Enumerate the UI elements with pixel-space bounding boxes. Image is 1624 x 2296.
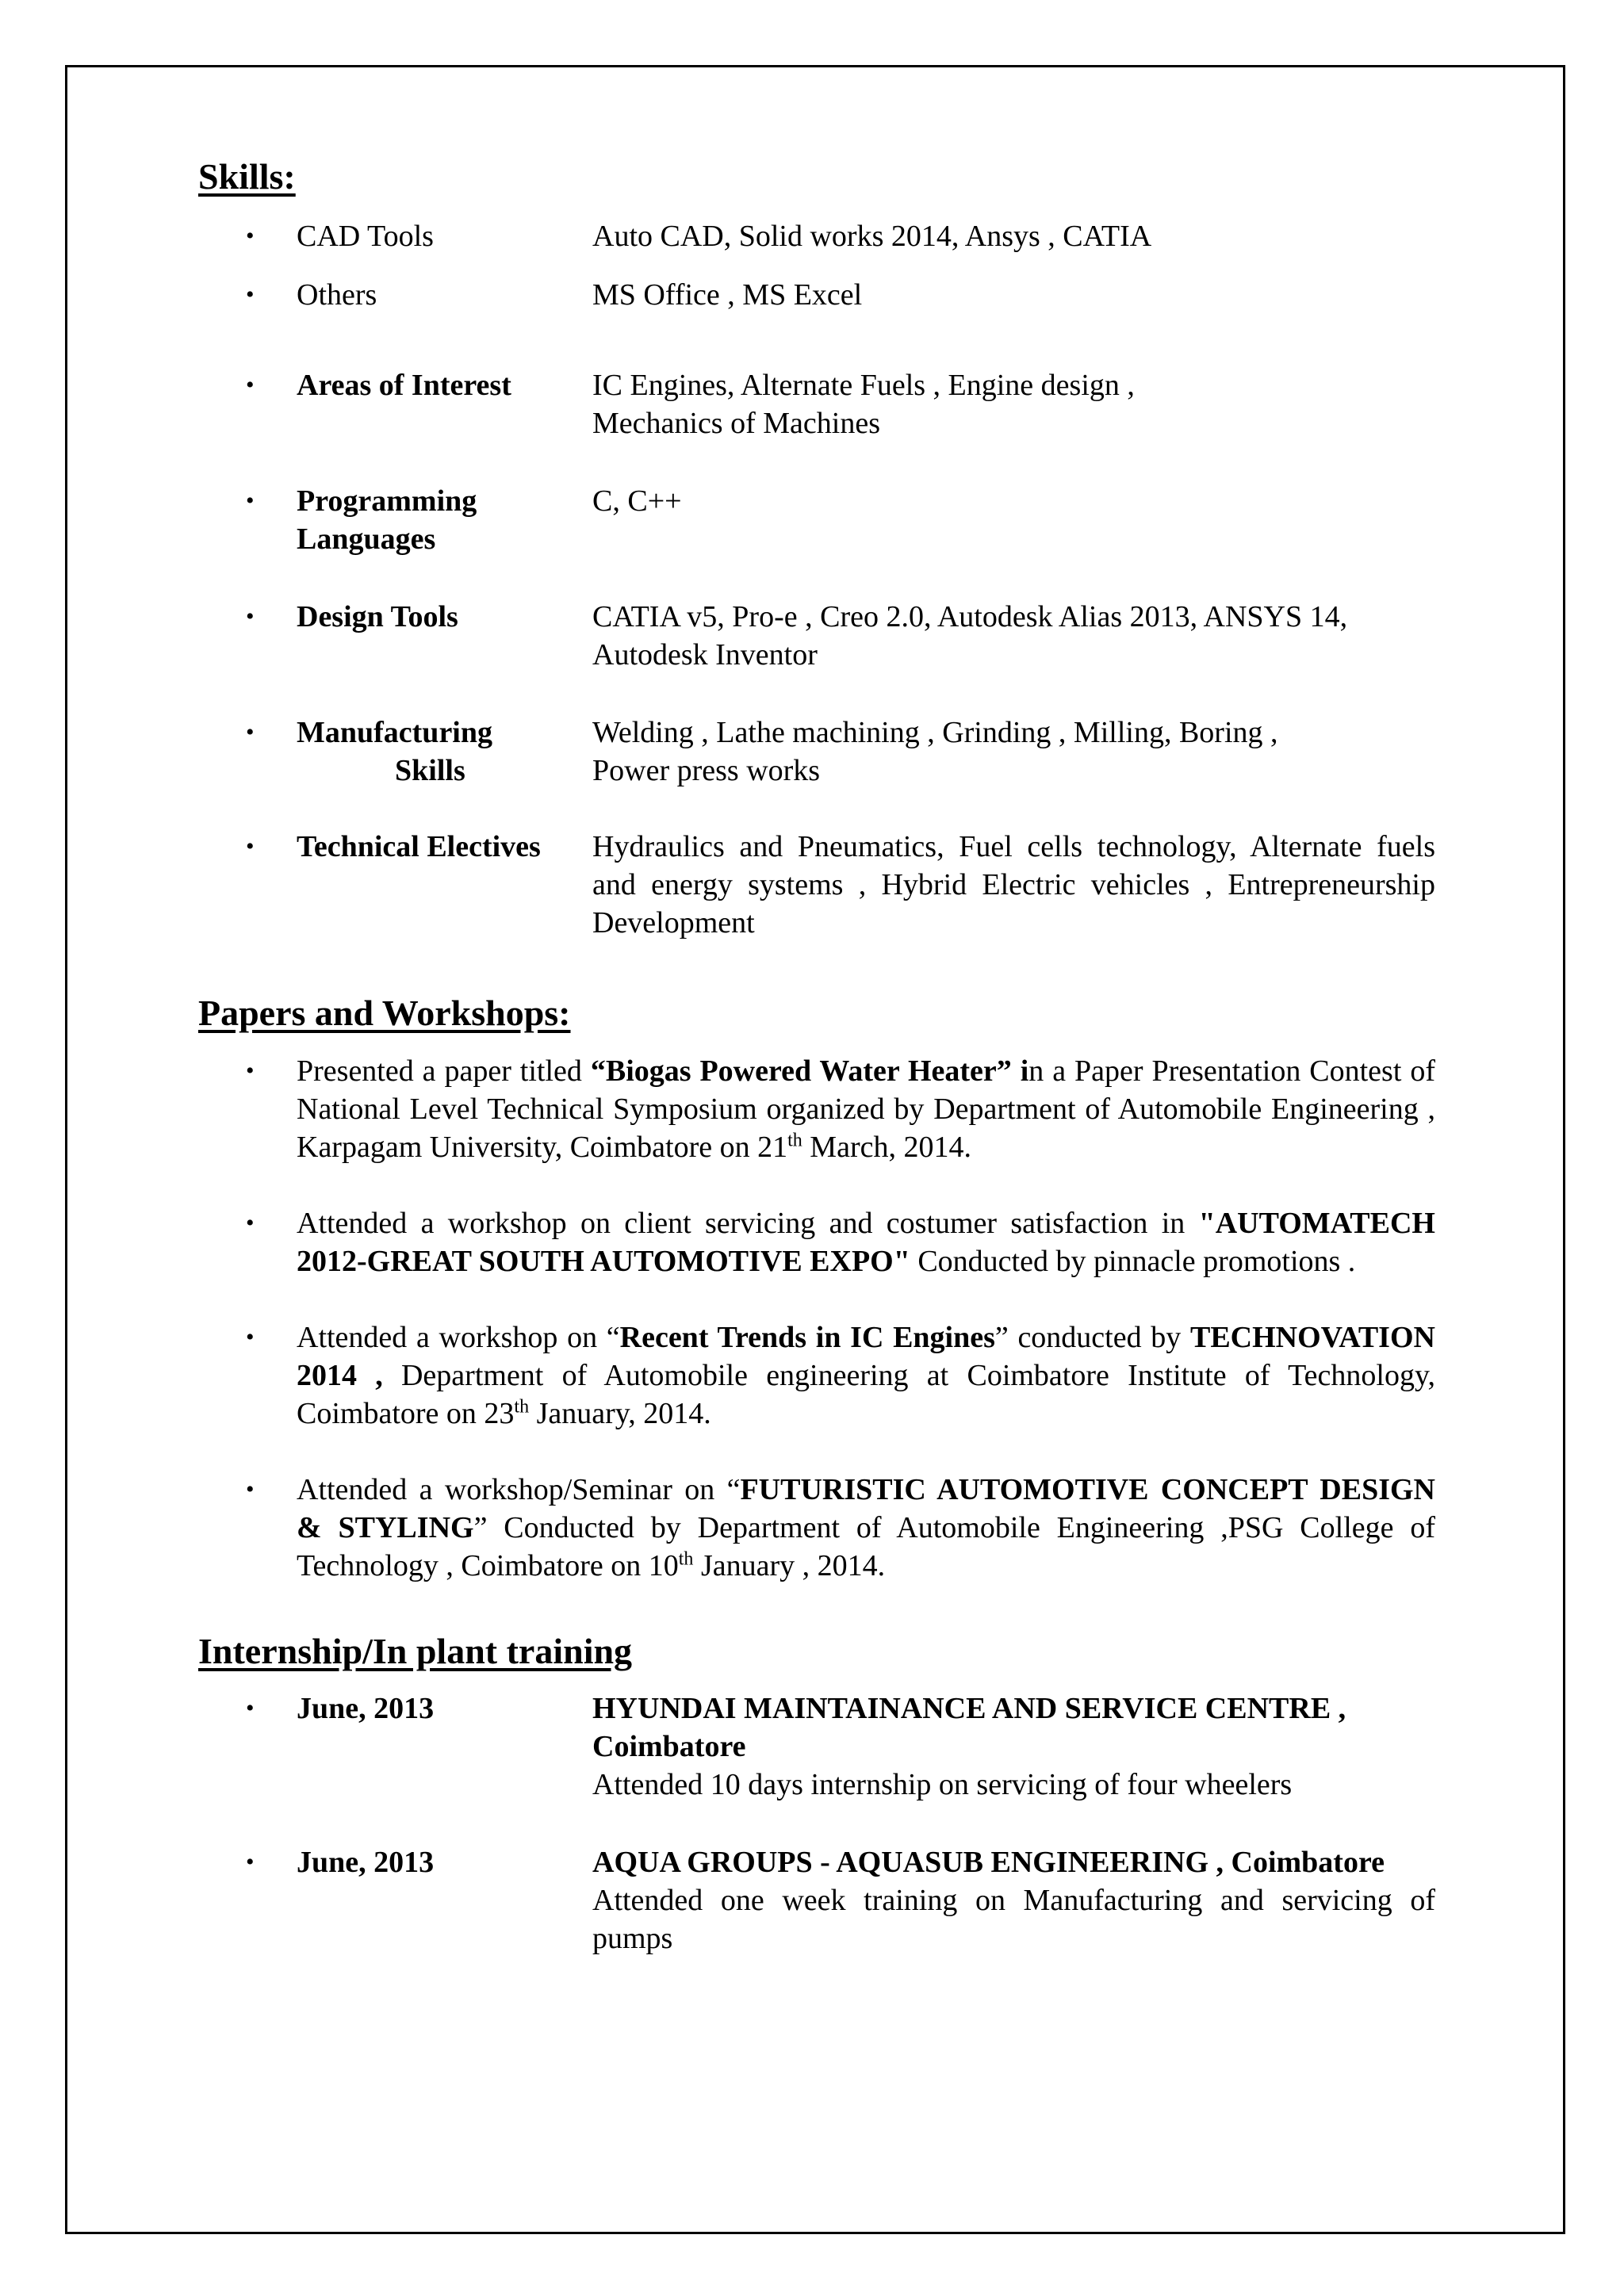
bullet-icon: • [246, 1210, 255, 1237]
internship-item [198, 1843, 1435, 1957]
paper-text: n a Paper Presentation Contest of National Level Technical Symposium organized by Department of Automobile Engineering , Karpagam University, Coimbatore on 21 [297, 1054, 1435, 1165]
paper-text: ” Conducted by Department of Automobile Engineering ,PSG College of Technology , Coimbatore on 10 [297, 1511, 1435, 1583]
paper-text: Presented a paper titled [297, 1054, 591, 1089]
internship-org: HYUNDAI MAINTAINANCE AND SERVICE CENTRE , Coimbatore [592, 1691, 1346, 1763]
skill-value: CATIA v5, Pro-e , Creo 2.0, Autodesk Alias 2013, ANSYS 14, Autodesk Inventor [592, 600, 1348, 672]
skill-label: Technical Electives [297, 830, 541, 864]
internship-org: AQUA GROUPS - AQUASUB ENGINEERING , Coimbatore [592, 1845, 1385, 1879]
bullet-icon: • [246, 1058, 255, 1085]
paper-text: January , 2014. [693, 1549, 886, 1583]
paper-text: January, 2014. [529, 1397, 711, 1431]
bullet-icon: • [246, 833, 255, 860]
skill-label: CAD Tools [297, 220, 434, 254]
event-name: TECHNOVATION 2014 , [297, 1321, 1435, 1393]
paper-item [198, 1318, 1435, 1433]
bullet-icon: • [246, 1694, 255, 1721]
bullet-icon: • [246, 1476, 255, 1503]
skill-value: Welding , Lathe machining , Grinding , Milling, Boring , Power press works [592, 716, 1278, 788]
skill-row-others [198, 276, 1435, 314]
skill-label: Areas of Interest [297, 369, 511, 403]
paper-text: Attended a workshop on “ [297, 1321, 620, 1355]
skills-list [198, 217, 1435, 942]
bullet-icon: • [246, 603, 255, 630]
skill-row-programming-languages [198, 482, 1435, 558]
paper-item [198, 1471, 1435, 1585]
workshop-title: FUTURISTIC AUTOMOTIVE CONCEPT DESIGN & STYLING [297, 1473, 1436, 1545]
skill-value: Auto CAD, Solid works 2014, Ansys , CATIA [592, 220, 1152, 254]
internship-date: June, 2013 [297, 1691, 435, 1725]
bullet-icon: • [246, 372, 255, 399]
paper-text: ” conducted by [994, 1321, 1190, 1355]
skills-heading: Skills: [198, 156, 296, 197]
bullet-icon: • [246, 223, 255, 250]
paper-text: Attended a workshop on client servicing and costumer satisfaction in [297, 1207, 1199, 1241]
papers-heading: Papers and Workshops: [198, 993, 571, 1034]
skill-row-areas-of-interest [198, 366, 1435, 442]
internship-date: June, 2013 [297, 1845, 435, 1879]
skill-value: IC Engines, Alternate Fuels , Engine design , Mechanics of Machines [592, 369, 1135, 441]
ordinal-suffix: th [514, 1396, 530, 1418]
bullet-icon: • [246, 1324, 255, 1351]
ordinal-suffix: th [787, 1130, 802, 1151]
papers-list [198, 1052, 1435, 1585]
skill-row-cad-tools [198, 217, 1435, 255]
skill-label: Programming Languages [297, 484, 477, 557]
skill-label: Design Tools [297, 600, 458, 634]
internship-heading: Internship/In plant training [198, 1631, 633, 1672]
internship-item [198, 1689, 1435, 1804]
skill-value: C, C++ [592, 484, 682, 519]
skill-label: Others [297, 278, 377, 312]
resume-content [198, 155, 1435, 1957]
paper-item [198, 1052, 1435, 1166]
skill-label [297, 714, 566, 790]
skill-value: MS Office , MS Excel [592, 278, 863, 312]
bullet-icon: • [246, 719, 255, 746]
skill-row-technical-electives [198, 828, 1435, 942]
internship-list [198, 1689, 1435, 1957]
skill-value: Hydraulics and Pneumatics, Fuel cells technology, Alternate fuels and energy systems , Hybrid Electric vehicles , Entrepreneurship Development [592, 830, 1435, 940]
internship-body [592, 1843, 1435, 1957]
paper-text: March, 2014. [802, 1131, 971, 1165]
paper-text: Department of Automobile engineering at Coimbatore Institute of Technology, Coimbatore on 23 [297, 1359, 1435, 1431]
internship-body [592, 1689, 1435, 1804]
internship-desc: Attended one week training on Manufacturing and servicing of pumps [592, 1883, 1435, 1955]
paper-text: Conducted by pinnacle promotions . [910, 1245, 1356, 1279]
paper-title: “Biogas Powered Water Heater” i [590, 1054, 1029, 1089]
bullet-icon: • [246, 1848, 255, 1875]
skill-row-design-tools [198, 598, 1435, 674]
bullet-icon: • [246, 281, 255, 308]
workshop-title: Recent Trends in IC Engines [619, 1321, 995, 1355]
paper-text: Attended a workshop/Seminar on “ [297, 1473, 741, 1507]
paper-item [198, 1204, 1435, 1280]
ordinal-suffix: th [678, 1548, 694, 1570]
internship-desc: Attended 10 days internship on servicing of four wheelers [592, 1767, 1293, 1801]
bullet-icon: • [246, 488, 255, 515]
skill-label-line1: Manufacturing [297, 716, 492, 750]
event-name: "AUTOMATECH 2012-GREAT SOUTH AUTOMOTIVE EXPO" [297, 1207, 1435, 1279]
skill-row-manufacturing-skills [198, 714, 1435, 790]
skill-label-line2: Skills [395, 754, 465, 788]
